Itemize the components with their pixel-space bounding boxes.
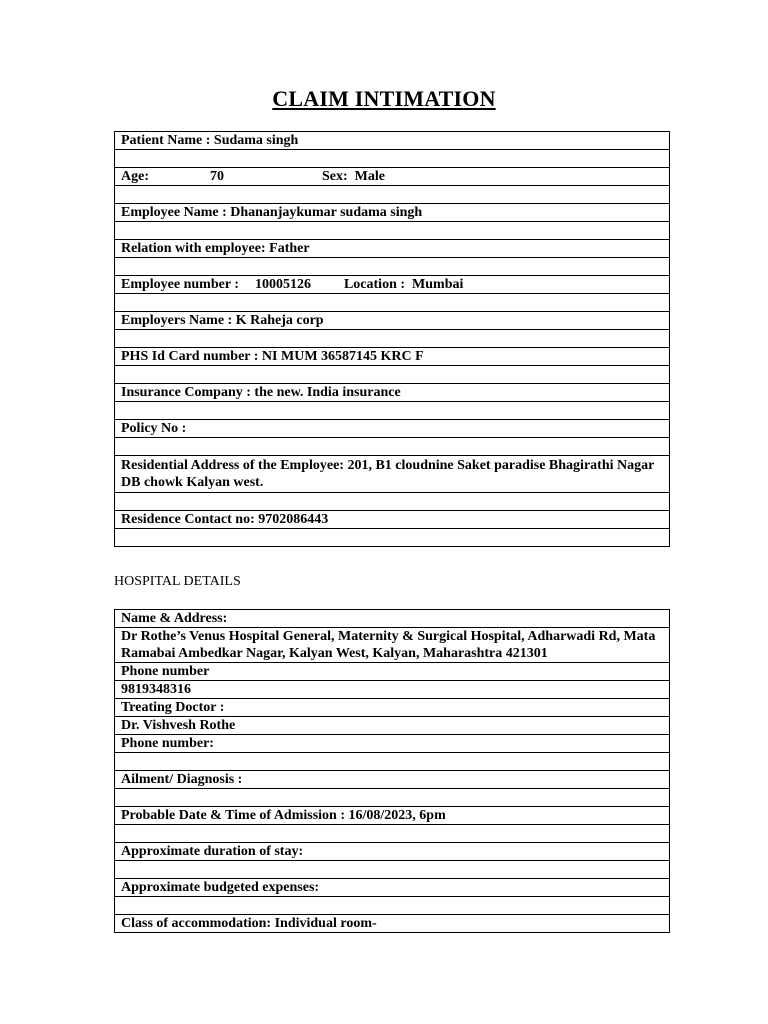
- table-row-blank: [115, 493, 670, 511]
- employee-name-field: Employee Name : Dhananjaykumar sudama singh: [115, 204, 670, 222]
- table-row: [115, 456, 670, 493]
- table-row-blank: [115, 897, 670, 915]
- ailment-diagnosis-field: Ailment/ Diagnosis :: [115, 771, 670, 789]
- budgeted-expenses-field: Approximate budgeted expenses:: [115, 879, 670, 897]
- table-row: [115, 420, 670, 438]
- policy-no-field: Policy No :: [115, 420, 670, 438]
- table-row-blank: [115, 258, 670, 276]
- hospital-details-heading: HOSPITAL DETAILS: [114, 574, 241, 589]
- table-row-blank: [115, 529, 670, 547]
- table-row: [115, 610, 670, 628]
- patient-details-table: [114, 131, 670, 547]
- employee-number-value: 10005126: [254, 277, 311, 292]
- doctor-phone-label: Phone number:: [115, 735, 670, 753]
- table-row: [115, 168, 670, 186]
- table-row-blank: [115, 222, 670, 240]
- table-row-blank: [115, 330, 670, 348]
- admission-date-field: Probable Date & Time of Admission : 16/08/2023, 6pm: [115, 807, 670, 825]
- table-row: [115, 312, 670, 330]
- residence-contact-field: Residence Contact no: 9702086443: [115, 511, 670, 529]
- page-title: CLAIM INTIMATION: [272, 86, 496, 111]
- patient-name-field: Patient Name : Sudama singh: [115, 132, 670, 150]
- relation-field: Relation with employee: Father: [115, 240, 670, 258]
- residential-address-field: Residential Address of the Employee: 201, B1 cloudnine Saket paradise Bhagirathi Nagar DB chowk Kalyan west.: [115, 456, 670, 493]
- employee-number-location-field: [115, 276, 670, 294]
- table-row: [115, 348, 670, 366]
- treating-doctor-value: Dr. Vishvesh Rothe: [115, 717, 670, 735]
- table-row-blank: [115, 366, 670, 384]
- table-row: [115, 699, 670, 717]
- table-row: [115, 628, 670, 663]
- table-row: [115, 771, 670, 789]
- table-row: [115, 735, 670, 753]
- table-row: [115, 204, 670, 222]
- location-value: Mumbai: [412, 277, 464, 292]
- table-row: [115, 717, 670, 735]
- hospital-name-address-label: Name & Address:: [115, 610, 670, 628]
- table-row: [115, 807, 670, 825]
- table-row-blank: [115, 438, 670, 456]
- table-row-blank: [115, 753, 670, 771]
- table-row: [115, 132, 670, 150]
- hospital-phone-value: 9819348316: [115, 681, 670, 699]
- table-row: [115, 681, 670, 699]
- table-row: [115, 915, 670, 933]
- hospital-details-table: [114, 609, 670, 933]
- insurance-company-field: Insurance Company : the new. India insurance: [115, 384, 670, 402]
- sex-label: Sex:: [322, 169, 348, 184]
- employee-number-label: Employee number :: [121, 277, 239, 292]
- employers-name-field: Employers Name : K Raheja corp: [115, 312, 670, 330]
- phs-id-field: PHS Id Card number : NI MUM 36587145 KRC F: [115, 348, 670, 366]
- table-row: [115, 879, 670, 897]
- table-row: [115, 276, 670, 294]
- table-row-blank: [115, 789, 670, 807]
- treating-doctor-label: Treating Doctor :: [115, 699, 670, 717]
- table-row: [115, 511, 670, 529]
- table-row-blank: [115, 861, 670, 879]
- age-sex-field: [115, 168, 670, 186]
- location-label: Location :: [343, 277, 406, 292]
- table-row: [115, 240, 670, 258]
- table-row-blank: [115, 186, 670, 204]
- sex-value: Male: [354, 169, 385, 184]
- duration-of-stay-field: Approximate duration of stay:: [115, 843, 670, 861]
- hospital-phone-label: Phone number: [115, 663, 670, 681]
- table-row-blank: [115, 402, 670, 420]
- table-row-blank: [115, 294, 670, 312]
- table-row-blank: [115, 825, 670, 843]
- age-label: Age:: [121, 169, 149, 184]
- table-row: [115, 384, 670, 402]
- accommodation-class-field: Class of accommodation: Individual room-: [115, 915, 670, 933]
- table-row: [115, 843, 670, 861]
- age-value: 70: [210, 169, 224, 184]
- table-row-blank: [115, 150, 670, 168]
- table-row: [115, 663, 670, 681]
- hospital-name-address-value: Dr Rothe’s Venus Hospital General, Maternity & Surgical Hospital, Adharwadi Rd, Mata Ramabai Ambedkar Nagar, Kalyan West, Kalyan, Maharashtra 421301: [115, 628, 670, 663]
